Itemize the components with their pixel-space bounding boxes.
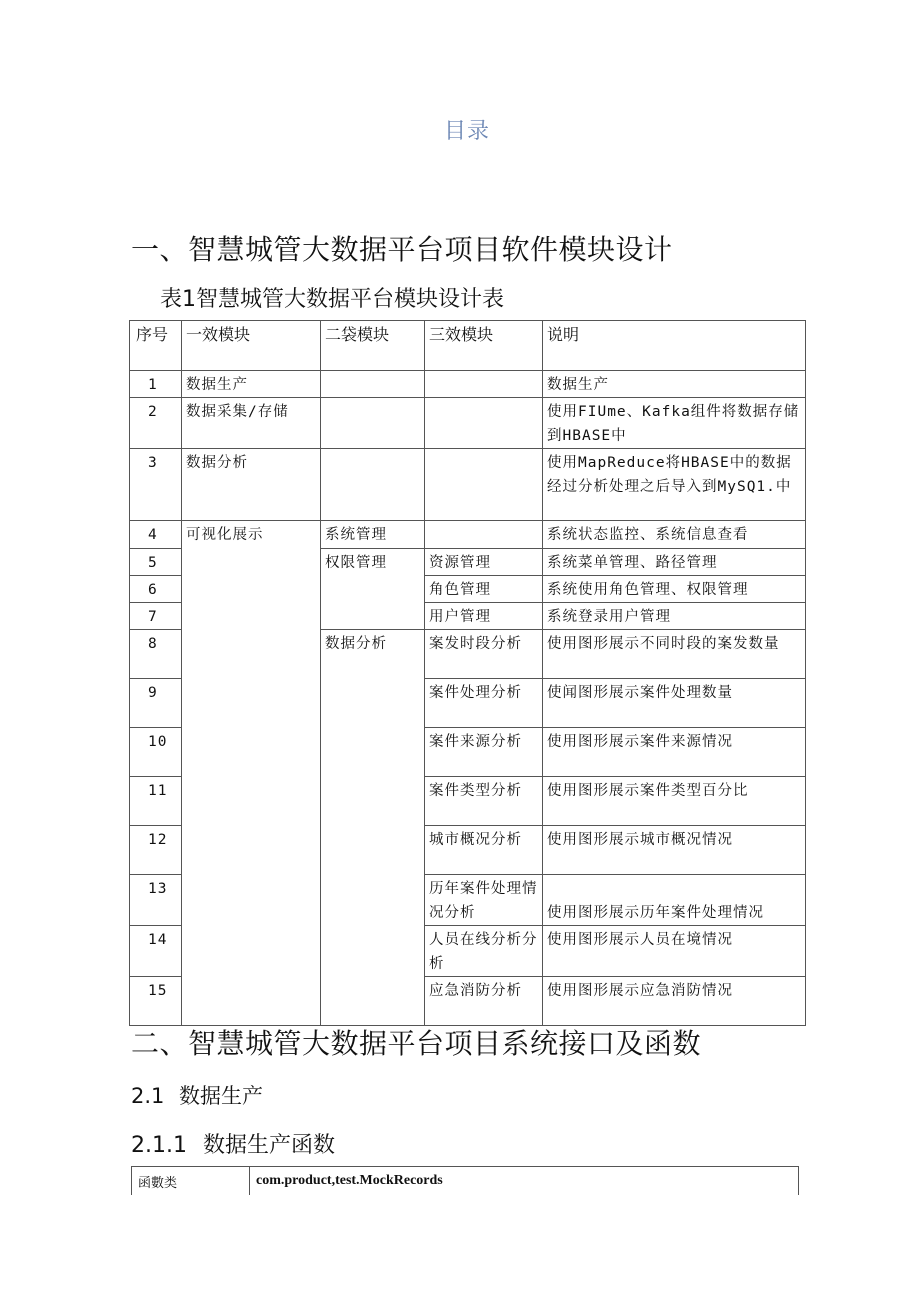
header-level1: 一效模块	[182, 321, 321, 371]
row-no: 7	[130, 603, 182, 630]
row-no: 13	[130, 875, 182, 926]
subsection-2-1-heading	[131, 1080, 263, 1110]
table-row	[130, 371, 806, 398]
row-level3: 城市概况分析	[425, 826, 543, 875]
row-no: 10	[130, 728, 182, 777]
row-level1: 数据分析	[182, 449, 321, 521]
row-no: 12	[130, 826, 182, 875]
row-level3: 案件来源分析	[425, 728, 543, 777]
row-desc: 系统登录用户管理	[543, 603, 806, 630]
section-1-heading: 一、智慧城管大数据平台项目软件模块设计	[131, 233, 673, 266]
row-level2: 数据分析	[321, 630, 425, 1026]
toc-title: 目录	[444, 119, 491, 144]
header-level3: 三效模块	[425, 321, 543, 371]
row-level2: 权限管理	[321, 549, 425, 630]
row-level3	[425, 449, 543, 521]
header-seq: 序号	[130, 321, 182, 371]
subsection-title: 数据生产函数	[203, 1133, 336, 1158]
row-desc: 使用图形展示历年案件处理情况	[543, 875, 806, 926]
row-no: 15	[130, 977, 182, 1026]
row-desc: 使用图形展示不同时段的案发数量	[543, 630, 806, 679]
row-level1: 可视化展示	[182, 521, 321, 1026]
row-level3: 案件处理分析	[425, 679, 543, 728]
row-desc: 使用FIUme、Kafka组件将数据存储到HBASE中	[543, 398, 806, 449]
row-no: 1	[130, 371, 182, 398]
row-no: 5	[130, 549, 182, 576]
row-no: 9	[130, 679, 182, 728]
row-level3: 应急消防分析	[425, 977, 543, 1026]
subsection-number: 2.1.1	[131, 1133, 187, 1158]
table-row	[130, 521, 806, 549]
row-desc: 使用图形展示应急消防情况	[543, 977, 806, 1026]
function-table	[131, 1166, 799, 1195]
row-level3: 用户管理	[425, 603, 543, 630]
row-level2	[321, 398, 425, 449]
module-design-table	[129, 320, 806, 1026]
function-class-value: com.product,test.MockRecords	[250, 1167, 799, 1196]
function-class-label: 函數类	[132, 1167, 250, 1196]
row-desc: 系统菜单管理、路径管理	[543, 549, 806, 576]
table-row	[130, 398, 806, 449]
row-desc: 使用图形展示案件类型百分比	[543, 777, 806, 826]
row-level3	[425, 521, 543, 549]
row-no: 11	[130, 777, 182, 826]
table-header-row	[130, 321, 806, 371]
header-desc: 说明	[543, 321, 806, 371]
section-2-heading: 二、智慧城管大数据平台项目系统接口及函数	[131, 1027, 702, 1060]
row-desc: 使用图形展示案件来源情况	[543, 728, 806, 777]
subsection-title: 数据生产	[179, 1084, 263, 1108]
table-row	[130, 449, 806, 521]
row-desc: 使用MapReduce将HBASE中的数据经过分析处理之后导入到MySQ1.中	[543, 449, 806, 521]
row-desc: 数据生产	[543, 371, 806, 398]
table-1-caption: 表1智慧城管大数据平台模块设计表	[160, 287, 504, 312]
row-no: 4	[130, 521, 182, 549]
row-level2	[321, 449, 425, 521]
row-level3: 角色管理	[425, 576, 543, 603]
row-desc: 系统状态监控、系统信息查看	[543, 521, 806, 549]
row-level3: 历年案件处理情况分析	[425, 875, 543, 926]
row-no: 6	[130, 576, 182, 603]
row-level3	[425, 371, 543, 398]
row-no: 3	[130, 449, 182, 521]
row-level3	[425, 398, 543, 449]
row-desc: 使用图形展示人员在境情况	[543, 926, 806, 977]
row-level2	[321, 371, 425, 398]
row-level2: 系统管理	[321, 521, 425, 549]
row-level3: 案件类型分析	[425, 777, 543, 826]
row-desc: 系统使用角色管理、权限管理	[543, 576, 806, 603]
table-row	[132, 1167, 799, 1196]
row-no: 8	[130, 630, 182, 679]
row-no: 2	[130, 398, 182, 449]
row-no: 14	[130, 926, 182, 977]
row-level1: 数据采集/存储	[182, 398, 321, 449]
row-desc: 使用图形展示城市概况情况	[543, 826, 806, 875]
header-level2: 二袋模块	[321, 321, 425, 371]
row-level3: 资源管理	[425, 549, 543, 576]
row-level3: 案发时段分析	[425, 630, 543, 679]
subsection-number: 2.1	[131, 1084, 165, 1108]
subsection-2-1-1-heading	[131, 1128, 335, 1159]
row-level3: 人员在线分析分析	[425, 926, 543, 977]
row-level1: 数据生产	[182, 371, 321, 398]
row-desc: 使闻图形展示案件处理数量	[543, 679, 806, 728]
